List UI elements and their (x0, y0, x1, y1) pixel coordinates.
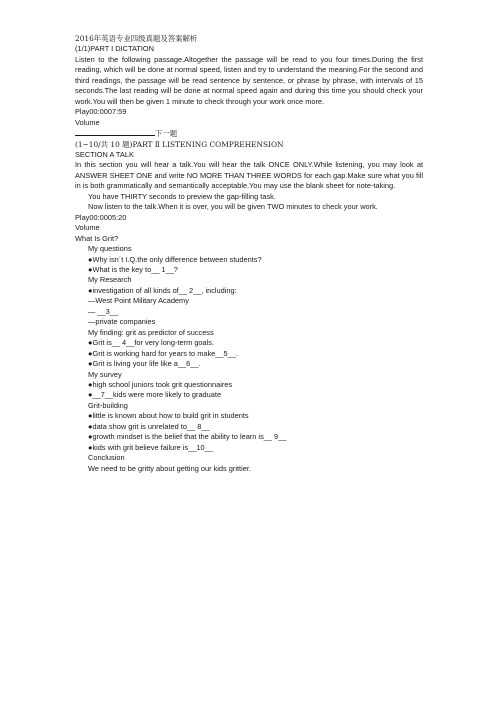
next-question-row (75, 128, 423, 139)
listen-note: Now listen to the talk.When it is over, you will be given TWO minutes to check your work. (88, 202, 378, 212)
research-item: —West Point Military Academy (88, 296, 189, 306)
part1-instructions: Listen to the following passage.Altogether the passage will be read to you four times.During the first reading, which will be done at normal speed, listen and try to understand the meaning.For the second and third readings, the passage will be read sentence by sentence, or phrase by phrase, with intervals of 15 seconds.The last reading will be done at normal speed again and during this time you should check your work.You will then be given 1 minute to check through your work once more. (75, 54, 423, 106)
survey-item: ●__7__kids were more likely to graduate (88, 390, 222, 400)
grit-building-item: ●growth mindset is the belief that the ability to learn is__ 9__ (88, 432, 287, 442)
grit-building-item: ●little is known about how to build grit in students (88, 411, 249, 421)
conclusion-heading: Conclusion (88, 453, 125, 463)
research-item: —private companies (88, 317, 156, 327)
volume-control-2[interactable]: Volume (75, 223, 100, 233)
part2-instructions: In this section you will hear a talk.You will hear the talk ONCE ONLY.While listening, you may look at ANSWER SHEET ONE and write NO MORE THAN THREE WORDS for each gap.Make sure what you fill in is both grammatically and semantically acceptable.You may use the blank sheet for note-taking. (75, 160, 423, 191)
preview-note: You have THIRTY seconds to preview the gap-filling task. (88, 191, 276, 201)
my-research-heading: My Research (88, 275, 132, 285)
question-item: ●Why isn´t I.Q.the only difference between students? (88, 254, 262, 264)
my-questions-heading: My questions (88, 244, 132, 254)
finding-item: ●Grit is working hard for years to make__5__. (88, 348, 238, 358)
part2-header: (1~10/共 10 题)PART Ⅱ LISTENING COMPREHENSION (75, 139, 284, 149)
talk-title: What Is Grit? (75, 233, 119, 243)
finding-item: ●Grit is__ 4__for very long-term goals. (88, 338, 215, 348)
play-timer-1[interactable]: Play00:0007:59 (75, 107, 127, 117)
grit-building-item: ●data show grit is unrelated to__ 8__ (88, 421, 210, 431)
grit-building-heading: Grit-building (88, 400, 128, 410)
research-item: ●investigation of all kinds of__ 2__, including: (88, 285, 237, 295)
underline-divider (75, 128, 155, 136)
finding-heading: My finding: grit as predictor of success (88, 327, 214, 337)
question-item: ●What is the key to__ 1__? (88, 264, 178, 274)
part1-header: (1/1)PART I DICTATION (75, 44, 154, 54)
volume-control-1[interactable]: Volume (75, 117, 100, 127)
next-question-link[interactable]: 下一题 (155, 129, 178, 139)
section-a-title: SECTION A TALK (75, 149, 134, 159)
conclusion-text: We need to be gritty about getting our kids grittier. (88, 463, 251, 473)
survey-item: ●high school juniors took grit questionnaires (88, 379, 233, 389)
document-title: 2016年英语专业四级真题及答案解析 (75, 34, 198, 43)
finding-item: ●Grit is living your life like a__6__. (88, 359, 201, 369)
research-item: — __3__ (88, 306, 118, 316)
document-body (75, 34, 423, 474)
play-timer-2[interactable]: Play00:0005:20 (75, 212, 127, 222)
my-survey-heading: My survey (88, 369, 122, 379)
grit-building-item: ●kids with grit believe failure is__10__ (88, 442, 213, 452)
